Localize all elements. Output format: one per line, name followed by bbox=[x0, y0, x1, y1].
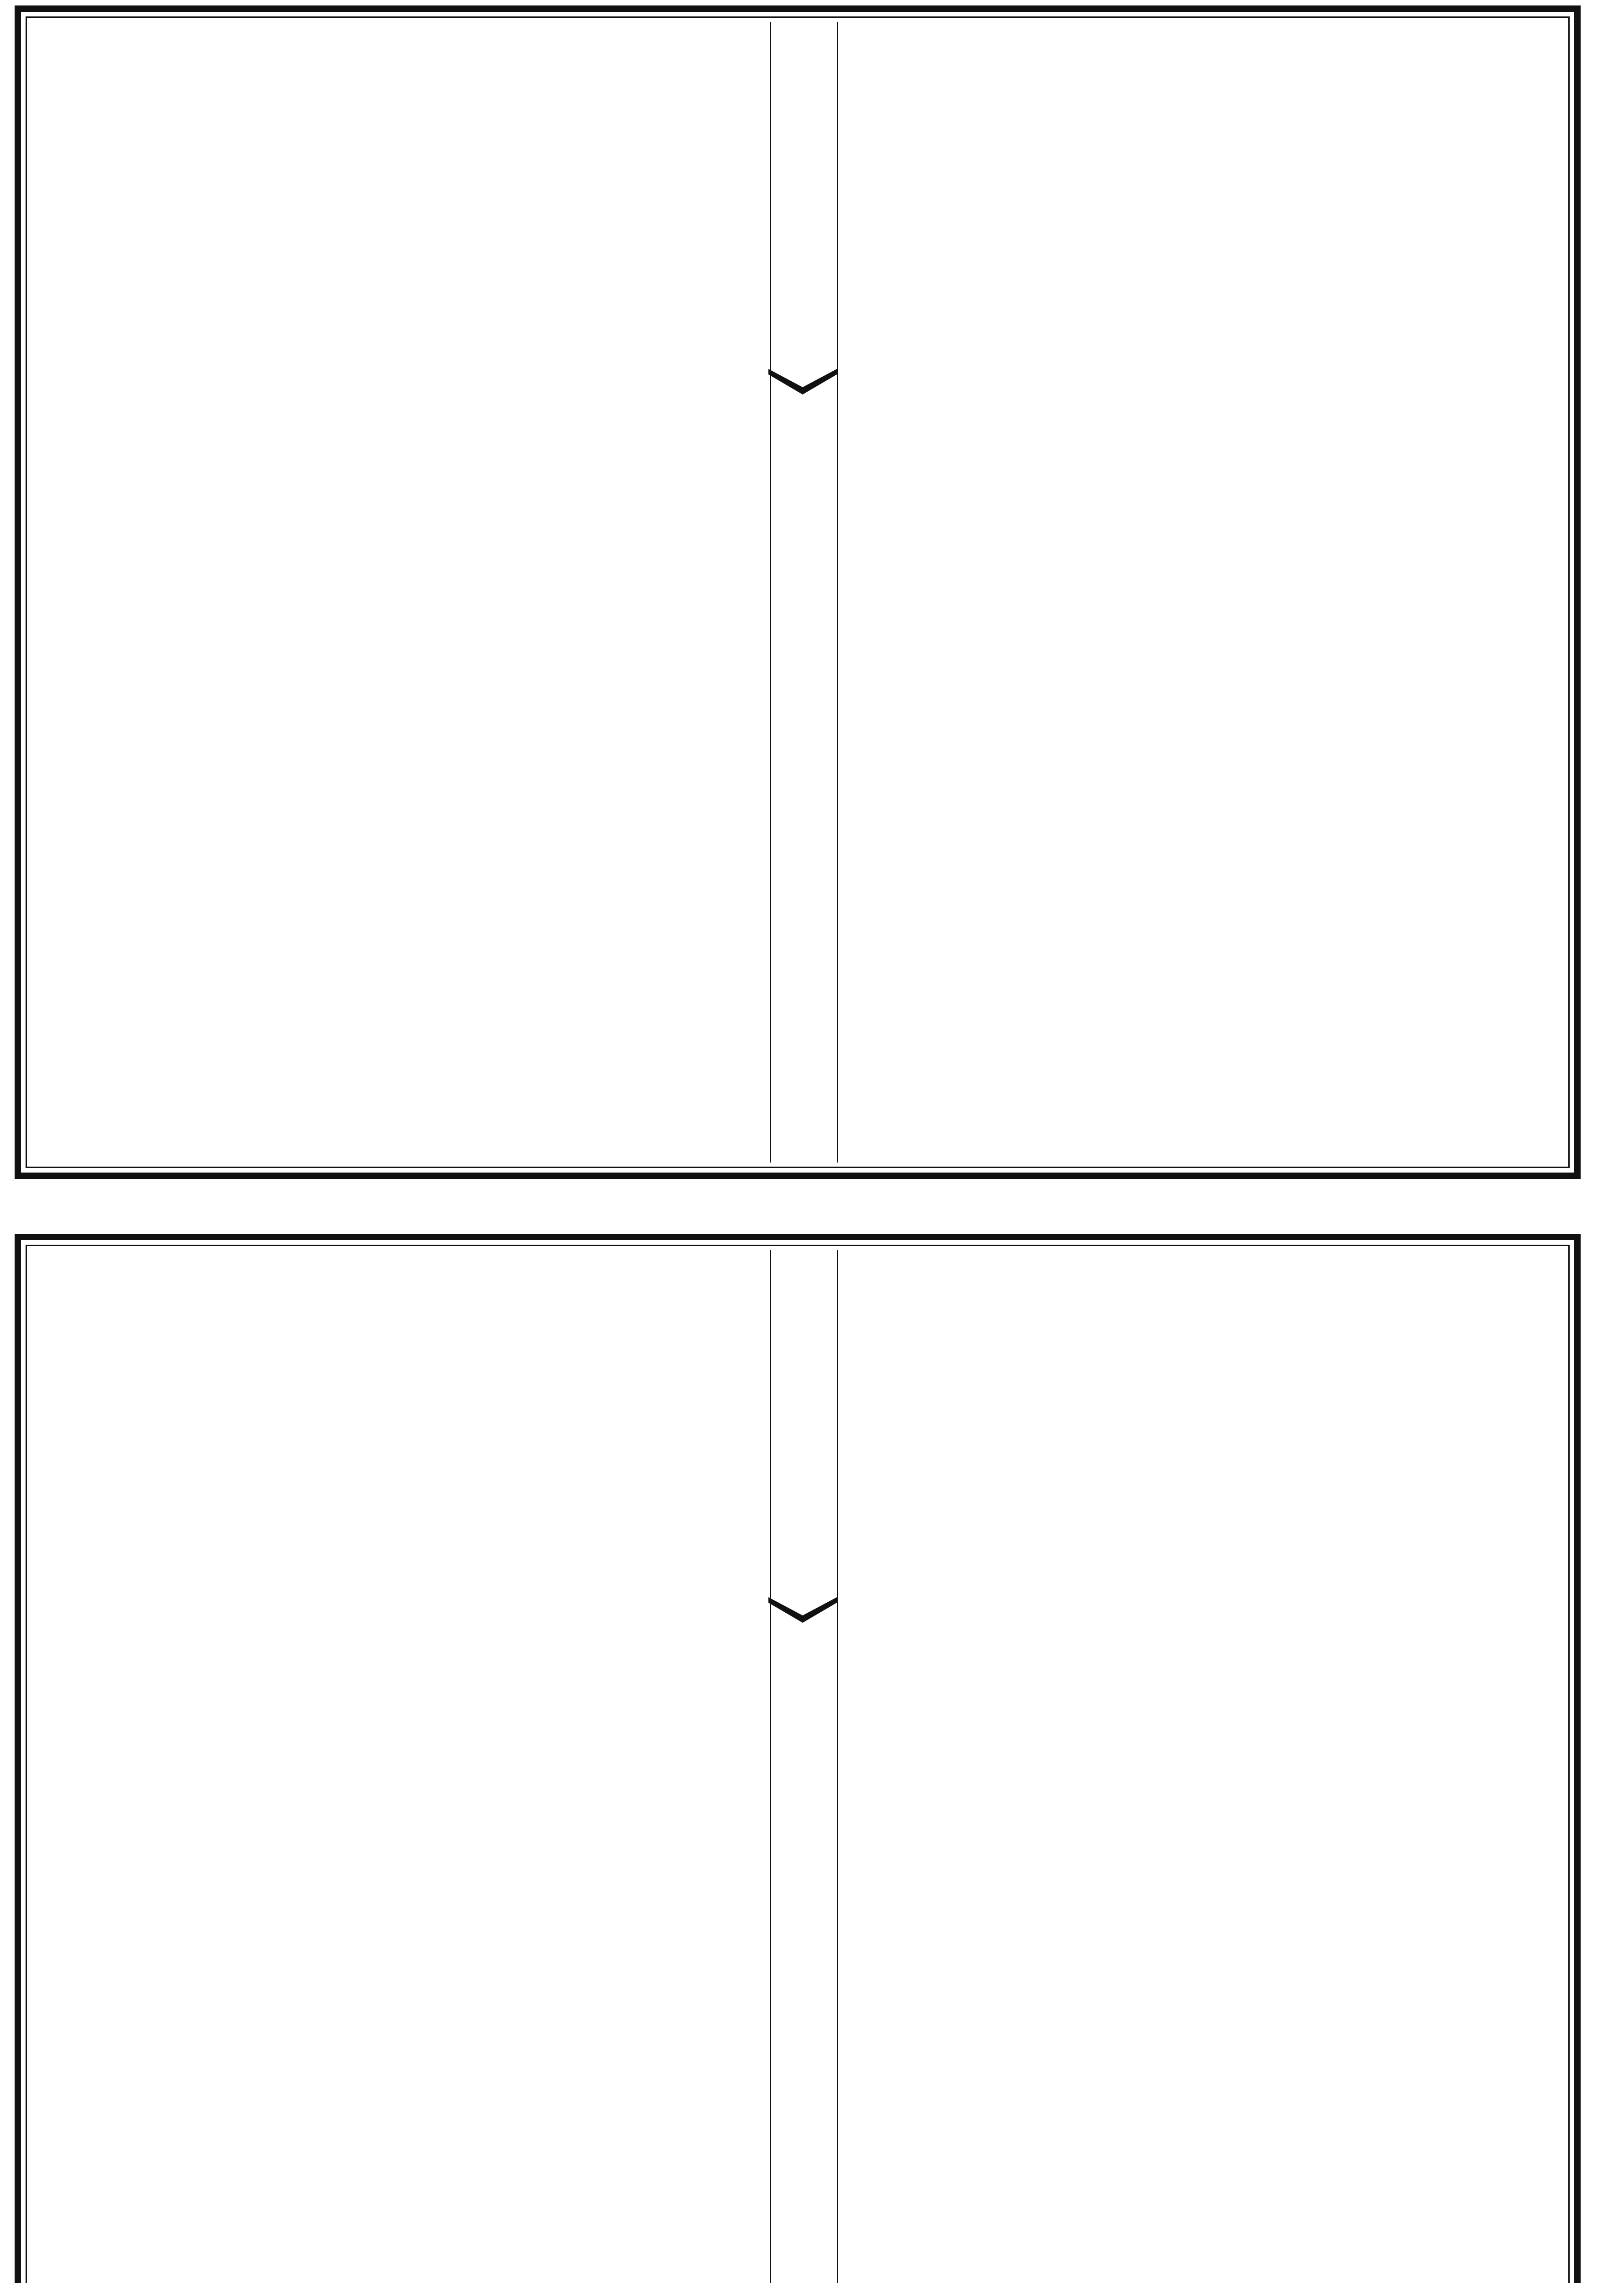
fish-tail-mark-icon bbox=[768, 1597, 837, 1625]
upper-center-column bbox=[770, 22, 838, 1163]
lower-center-column bbox=[770, 1250, 838, 2283]
fish-tail-mark-icon bbox=[768, 369, 837, 396]
upper-book-title bbox=[768, 22, 837, 31]
lower-book-title bbox=[768, 1250, 837, 1259]
upper-page bbox=[15, 5, 1581, 1179]
lower-page bbox=[15, 1234, 1581, 2283]
